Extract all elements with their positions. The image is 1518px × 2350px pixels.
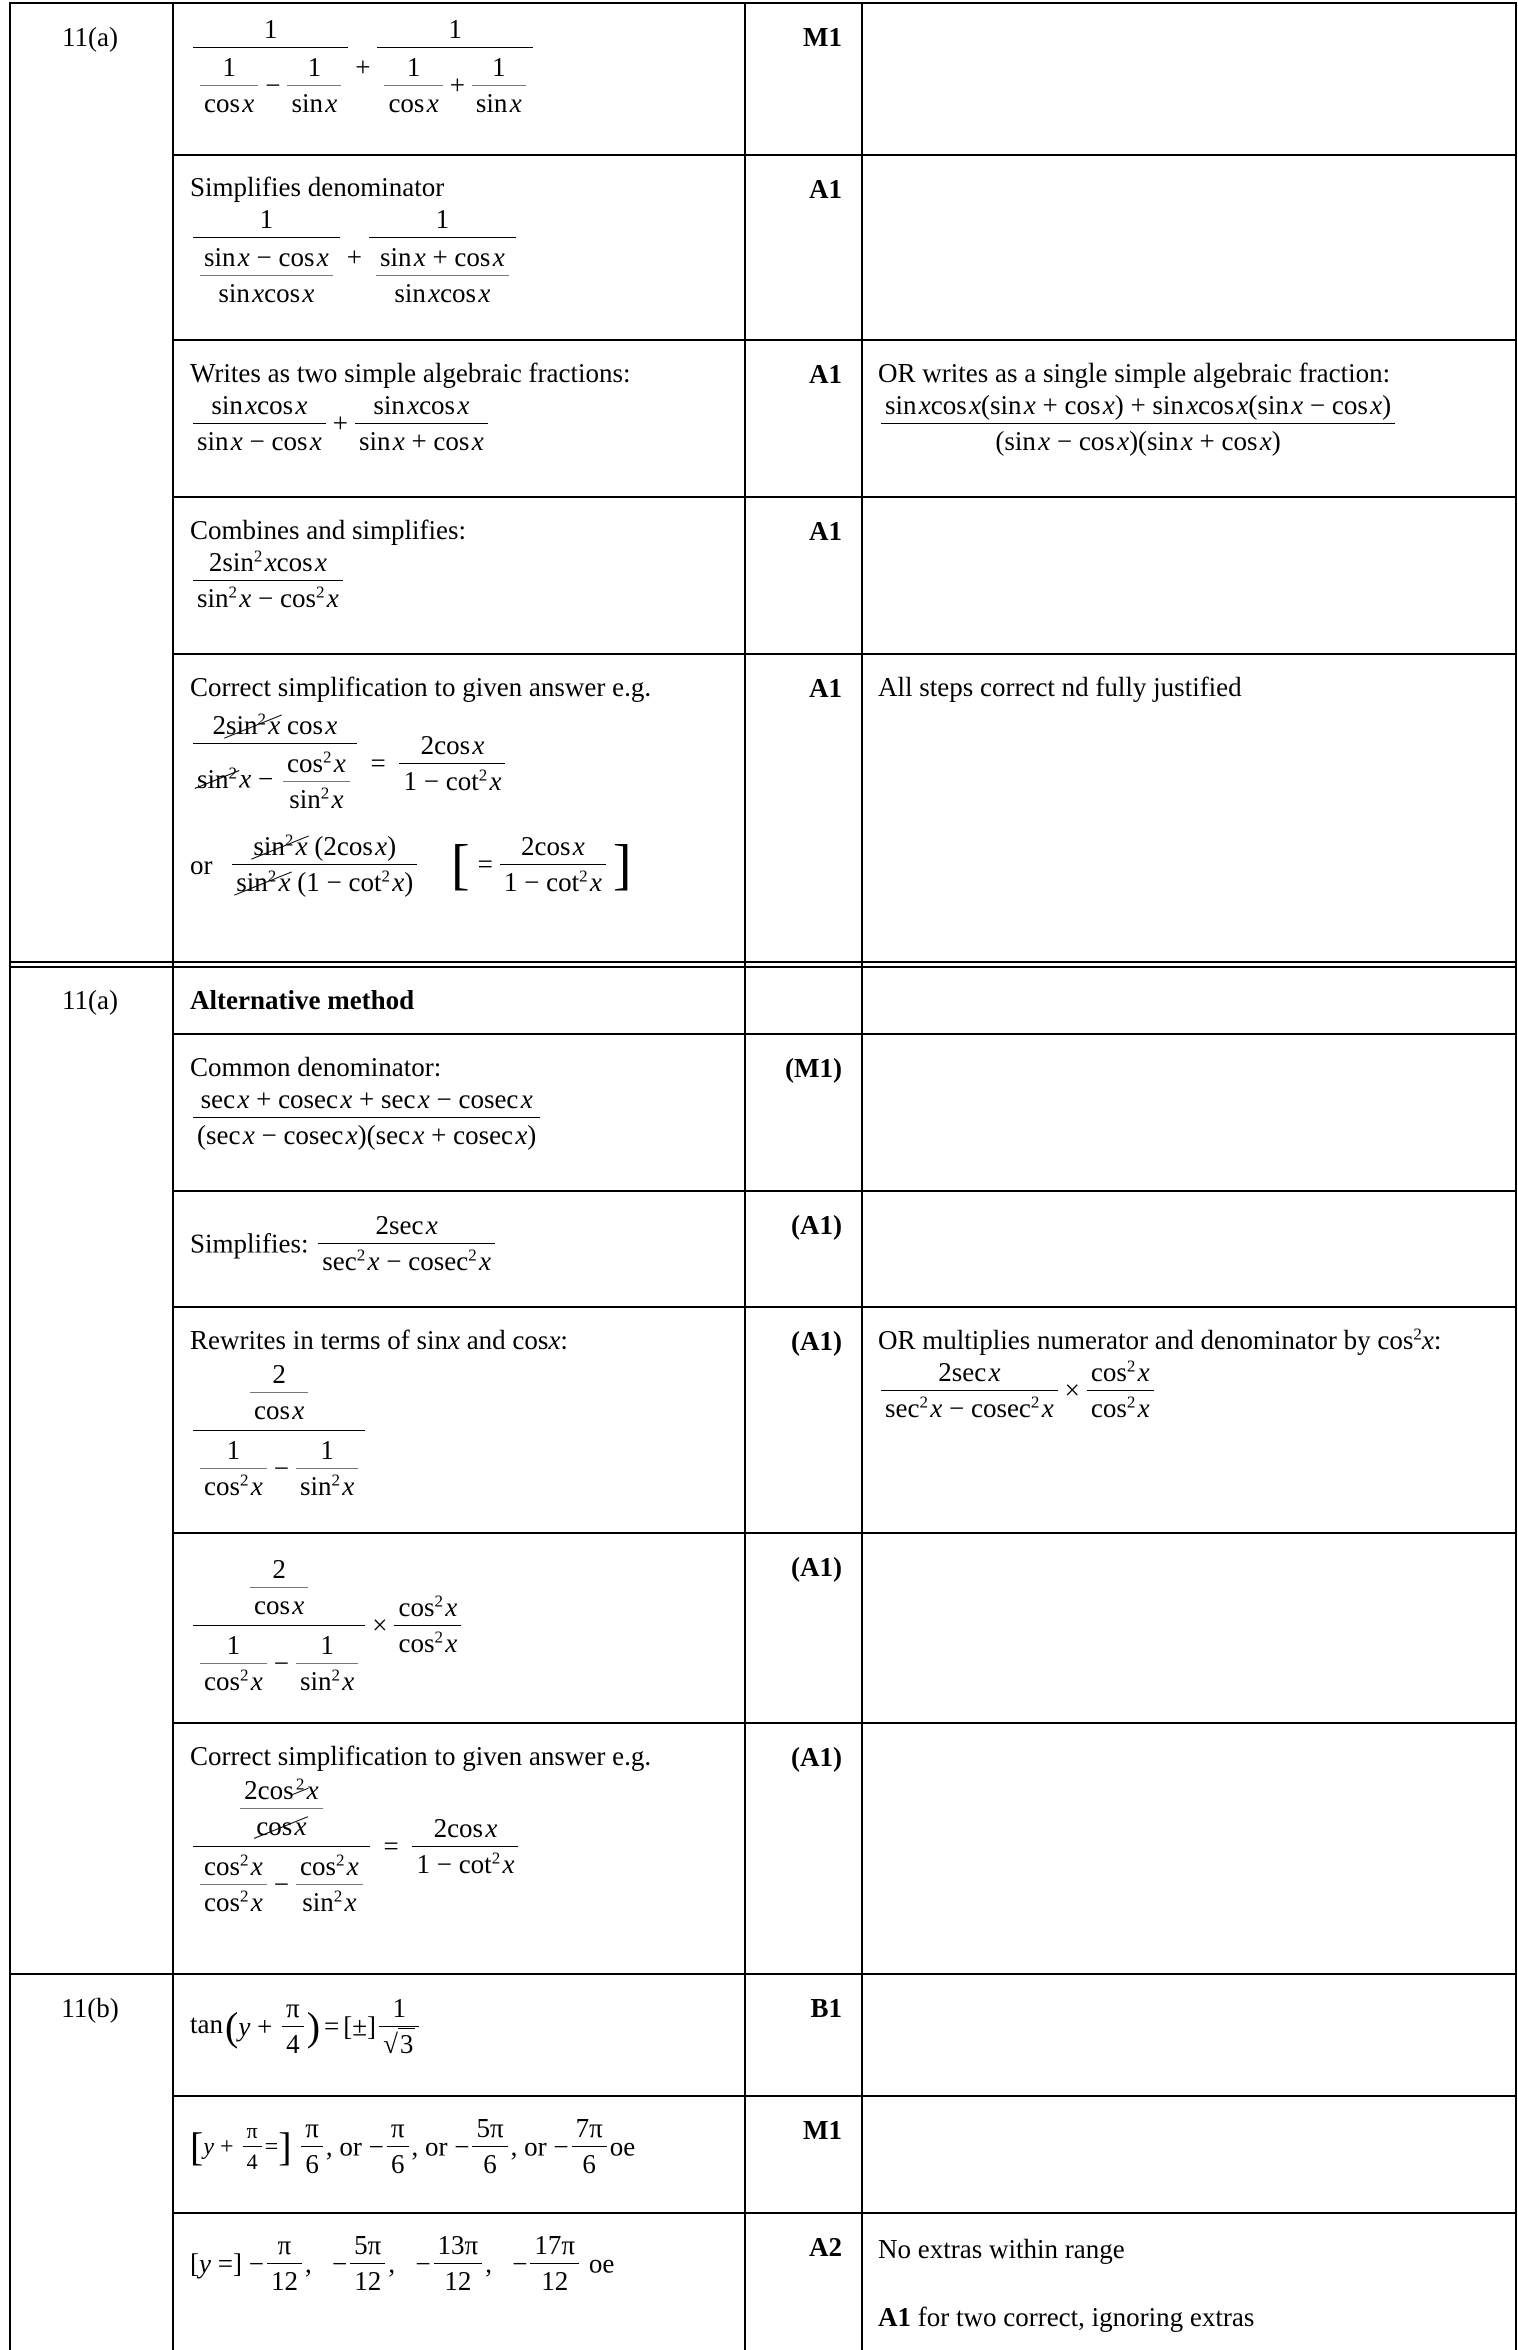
rule-section	[9, 961, 1517, 963]
rule-col-comments	[861, 2, 863, 2350]
math-expression: $\frac{\text{2sec x}}{\sec^2 x - cosec^2 x}$ × $\frac{\cos^2 x}{\cos^2 x}$	[878, 1373, 1157, 1403]
rule-row	[172, 339, 1517, 341]
working-11b-2	[190, 2113, 635, 2180]
working-row-1	[190, 14, 536, 121]
rule-row	[172, 2212, 1517, 2214]
step-description: Simplifies denominator	[190, 172, 445, 202]
math-expression: $\frac{2\sin^2 xcos x}{\sin^2 x - \cos^2 x}$	[190, 563, 346, 593]
question-label-11b: 11(b)	[61, 1993, 119, 2023]
math-expression: $\frac{\text{sin xcos x(sin x + cos x) + sin xcos x(sin x − cos x)}}{\text{(sin x − cos x)(sin x + cos x)}}$	[878, 406, 1398, 436]
working-row-3	[190, 356, 631, 457]
rule-right-outer	[1515, 2, 1517, 2350]
or-label: or	[190, 849, 213, 880]
math-expression: [y + $\frac{\pi}{4}$ =] $\frac{\pi}{6}$ , or − $\frac{\pi}{6}$ , or − $\frac{5\pi}{6}$ , or − $\frac{7\pi}{6}$ oe	[190, 2113, 636, 2179]
step-description: Common denominator:	[190, 1052, 442, 1082]
mark-m1: M1	[803, 2115, 842, 2145]
mark-a1-alt: (A1)	[791, 1742, 842, 1772]
step-description: Combines and simplifies:	[190, 515, 466, 545]
math-expression: $2\sin^2$ x cos x $\sin^2$ x − $\frac{\cos^2 x}{\sin^2 x}$ = $\frac{\text{2cos x}}{1 - \cot^2 x}$	[190, 746, 508, 776]
working-row-2	[190, 170, 519, 311]
question-label-11a-alt: 11(a)	[62, 985, 118, 1015]
rule-row	[172, 1722, 1517, 1724]
mark-a1: A1	[809, 174, 842, 204]
comment-text: OR multiplies numerator and denominator by $\cos^2x$:	[878, 1324, 1442, 1355]
comment-alt-3	[878, 1323, 1478, 1424]
step-description: Simplifies:	[190, 1228, 309, 1259]
math-expression: 1 $\frac{1}{\text{cos x}}$ − $\frac{1}{\text{sin x}}$ + 1 $\frac{1}{\text{cos x}}$ + $\frac{1}{\text{sin x}}$	[190, 50, 536, 80]
comment-11b-3	[878, 2232, 1254, 2334]
mark-m1-alt: (M1)	[785, 1053, 842, 1083]
rule-row	[172, 154, 1517, 156]
math-expression: $\frac{\sin^2 x (2\cos x)}{\sin^2 x (1 - \cot^2 x)}$ [ = $\frac{\text{2cos x}}{1 - \cot^2 x}$ ]	[223, 847, 636, 877]
step-description: Writes as two simple algebraic fractions:	[190, 358, 631, 388]
rule-section	[9, 1973, 1517, 1975]
mark-a2: A2	[809, 2232, 842, 2262]
comment-text: A1 for two correct, ignoring extras	[878, 2302, 1255, 2332]
rule-row	[172, 653, 1517, 655]
alternative-method-heading: Alternative method	[190, 985, 415, 1015]
mark-m1: M1	[803, 22, 842, 52]
rule-col-question	[172, 2, 174, 2350]
step-description: Correct simplification to given answer e.g.	[190, 672, 652, 702]
rule-section	[9, 966, 1517, 968]
math-expression: $\frac{2\cos ^2 x}{\text{cos x}}$ $\frac{\cos^2 x}{\cos^2 x}$ − $\frac{\cos^2 x}{\sin^2 x}$ = $\frac{\text{2cos x}}{1 - \cot^2 x}$	[190, 1829, 521, 1859]
rule-top	[9, 2, 1517, 4]
rule-row	[172, 1190, 1517, 1192]
mark-a1: A1	[809, 516, 842, 546]
math-expression: tan(y + $\frac{\pi}{4}$ ) = [±] $\frac{1}{√3}$	[190, 2009, 422, 2039]
question-label-11a: 11(a)	[62, 22, 118, 52]
working-row-5	[190, 670, 651, 898]
comment-text: OR writes as a single simple algebraic fraction:	[878, 358, 1391, 388]
rule-row	[172, 1033, 1517, 1035]
comment-row-5: All steps correct nd fully justified	[878, 672, 1242, 702]
step-description: Correct simplification to given answer e.g.	[190, 1741, 652, 1771]
working-alt-1	[190, 1050, 543, 1151]
working-alt-4	[190, 1552, 464, 1699]
math-expression: [y =] − $\frac{\pi}{12}$ , − $\frac{5\pi}{12}$ , − $\frac{13\pi}{12}$ , − $\frac{17\pi}{12}$ oe	[190, 2230, 615, 2296]
comment-row-3	[878, 356, 1398, 457]
rule-row	[172, 1306, 1517, 1308]
math-expression: $\frac{\text{sin xcos x}}{\text{sin x − cos x}}$ + $\frac{\text{sin xcos x}}{\text{sin x + cos x}}$	[190, 406, 491, 436]
rule-row	[172, 1532, 1517, 1534]
working-11b-3	[190, 2230, 614, 2297]
mark-b1: B1	[810, 1993, 842, 2023]
working-alt-3	[190, 1323, 568, 1504]
working-alt-5	[190, 1739, 651, 1920]
mark-a1-alt: (A1)	[791, 1210, 842, 1240]
rule-row	[172, 2095, 1517, 2097]
working-row-4	[190, 513, 466, 614]
math-expression: $\frac{1}{\frac{\text{sin x − cos x}}{\text{sin xcos x}}}$ + $\frac{1}{\frac{\text{sin x + cos x}}{\text{sin xcos x}}}$	[190, 240, 519, 270]
mark-a1-alt: (A1)	[791, 1552, 842, 1582]
working-alt-2	[190, 1210, 498, 1277]
comment-text: No extras within range	[878, 2234, 1125, 2264]
working-11b-1	[190, 1993, 422, 2060]
rule-row	[172, 496, 1517, 498]
math-expression: $\frac{2}{\text{cos x}}$ $\frac{1}{\cos^2 x}$ − $\frac{1}{\sin^2 x}$ × $\frac{\cos^2 x}{\cos^2 x}$	[190, 1608, 464, 1638]
math-expression: $\frac{\text{sec x + cosec x + sec x − cosec x}}{\text{(sec x − cosec x)(sec x + cosec x)}}$	[190, 1100, 543, 1130]
math-expression: $\frac{2}{\text{cos x}}$ $\frac{1}{\cos^2 x}$ − $\frac{1}{\sin^2 x}$	[190, 1413, 368, 1443]
math-expression: $\frac{\text{2sec x}}{\sec^2 x - cosec^2 x}$	[315, 1226, 498, 1256]
mark-a1-alt: (A1)	[791, 1326, 842, 1356]
mark-a1: A1	[809, 359, 842, 389]
mark-a1: A1	[809, 673, 842, 703]
step-description: Rewrites in terms of sinx and cosx:	[190, 1325, 568, 1355]
